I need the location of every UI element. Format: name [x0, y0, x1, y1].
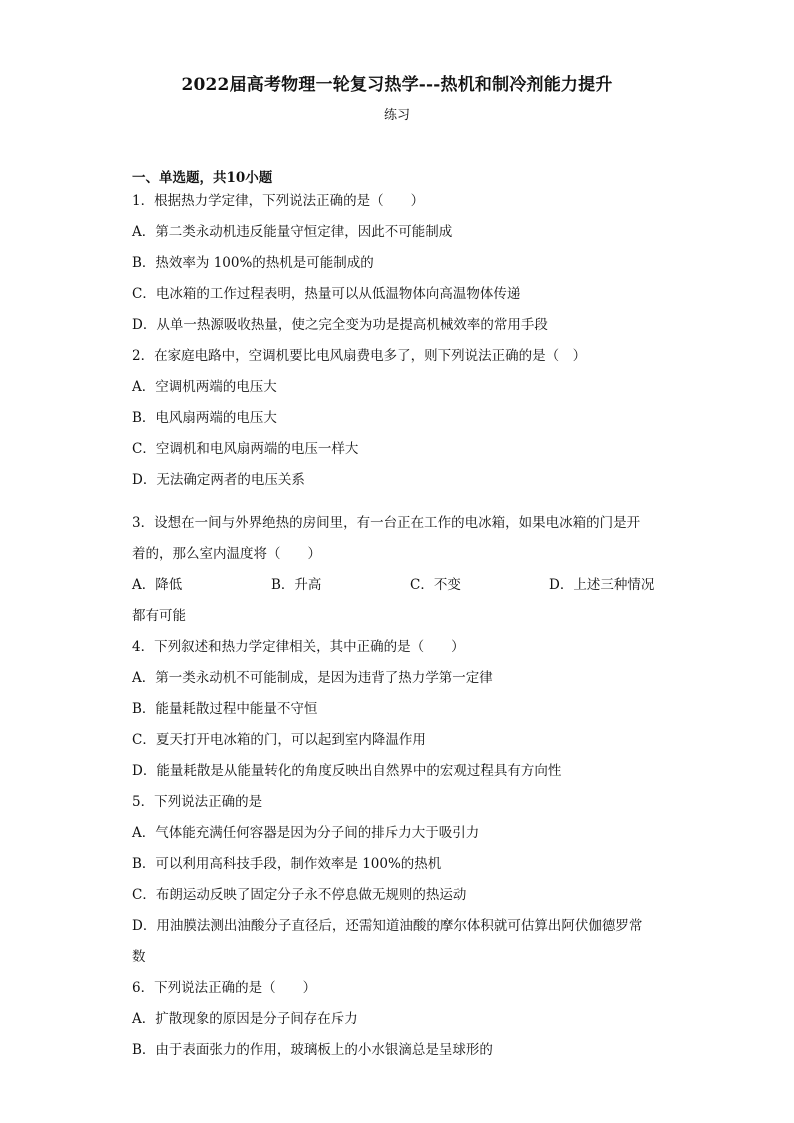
- question-2-option-c: C．空调机和电风扇两端的电压一样大: [132, 441, 359, 457]
- question-2-option-d: D．无法确定两者的电压关系: [132, 472, 305, 488]
- question-5-option-c: C．布朗运动反映了固定分子永不停息做无规则的热运动: [132, 887, 467, 903]
- question-3-option-d: D．上述三种情况: [549, 577, 655, 593]
- question-1-option-c: C．电冰箱的工作过程表明，热量可以从低温物体向高温物体传递: [132, 286, 521, 302]
- question-1-option-a: A．第二类永动机违反能量守恒定律，因此不可能制成: [132, 224, 453, 240]
- question-3-stem-line-1: 3．设想在一间与外界绝热的房间里，有一台正在工作的电冰箱，如果电冰箱的门是开: [132, 515, 641, 531]
- question-4-stem: 4．下列叙述和热力学定律相关，其中正确的是（ ）: [132, 639, 465, 655]
- question-6-option-b: B．由于表面张力的作用，玻璃板上的小水银滴总是呈球形的: [132, 1042, 493, 1058]
- question-3-option-a: A．降低: [132, 577, 183, 593]
- document-title: 2022届高考物理一轮复习热学---热机和制冷剂能力提升: [181, 75, 613, 95]
- question-5-stem: 5．下列说法正确的是: [132, 794, 263, 810]
- question-1-option-d: D．从单一热源吸收热量，使之完全变为功是提高机械效率的常用手段: [132, 317, 548, 333]
- question-2-option-a: A．空调机两端的电压大: [132, 379, 277, 395]
- question-1-option-b: B．热效率为 100%的热机是可能制成的: [132, 255, 374, 271]
- question-1-stem: 1．根据热力学定律，下列说法正确的是（ ）: [132, 193, 425, 209]
- section-heading: 一、单选题，共10小题: [132, 170, 273, 186]
- question-4-option-c: C．夏天打开电冰箱的门，可以起到室内降温作用: [132, 732, 426, 748]
- question-3-stem-line-2: 着的，那么室内温度将（ ）: [132, 546, 321, 562]
- question-5-option-d-continued: 数: [132, 949, 146, 965]
- question-3-option-b: B．升高: [271, 577, 322, 593]
- question-3-option-c: C．不变: [410, 577, 461, 593]
- question-5-option-d: D．用油膜法测出油酸分子直径后，还需知道油酸的摩尔体积就可估算出阿伏伽德罗常: [132, 918, 643, 934]
- question-6-stem: 6．下列说法正确的是（ ）: [132, 980, 317, 996]
- question-6-option-a: A．扩散现象的原因是分子间存在斥力: [132, 1011, 358, 1027]
- question-4-option-a: A．第一类永动机不可能制成，是因为违背了热力学第一定律: [132, 670, 493, 686]
- document-subtitle: 练习: [383, 108, 410, 123]
- question-4-option-b: B．能量耗散过程中能量不守恒: [132, 701, 318, 717]
- question-2-option-b: B．电风扇两端的电压大: [132, 410, 277, 426]
- question-5-option-a: A．气体能充满任何容器是因为分子间的排斥力大于吸引力: [132, 825, 480, 841]
- question-5-option-b: B．可以利用高科技手段，制作效率是 100%的热机: [132, 856, 442, 872]
- question-2-stem: 2．在家庭电路中，空调机要比电风扇费电多了，则下列说法正确的是（ ）: [132, 348, 587, 364]
- question-4-option-d: D．能量耗散是从能量转化的角度反映出自然界中的宏观过程具有方向性: [132, 763, 562, 779]
- question-3-option-d-continued: 都有可能: [132, 608, 186, 624]
